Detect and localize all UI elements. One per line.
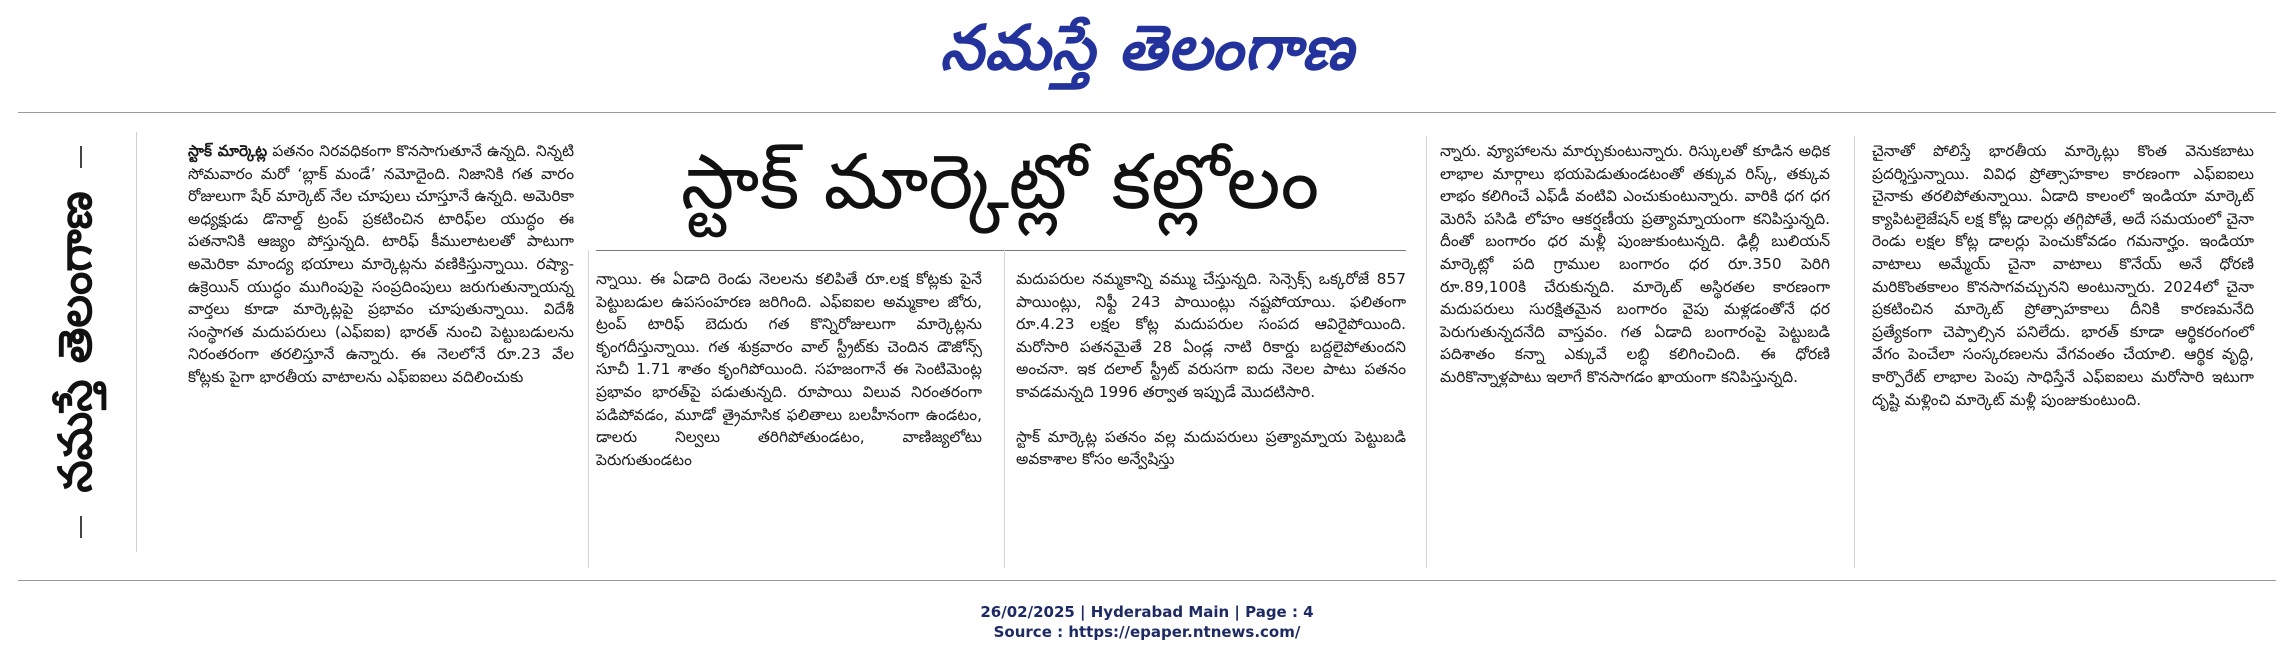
masthead-title: నమస్తే తెలంగాణ: [939, 11, 1355, 84]
side-logo-text: నమస్తే తెలంగాణ: [48, 191, 102, 493]
column-3-text-2: స్టాక్ మార్కెట్ల పతనం వల్ల మదుపరులు ప్రత్యామ్నాయ పెట్టుబడి అవకాశాల కోసం అన్వేషిస్తు: [1016, 427, 1406, 469]
article-column-1: [188, 140, 574, 389]
article-column-4: [1440, 140, 1830, 389]
column-1-text: పతనం నిరవధికంగా కొనసాగుతూనే ఉన్నది. నిన్నటి సోమవారం మరో ‘బ్లాక్ మండే’ నమోదైంది. నిజానికి గత వారం రోజులుగా షేర్ మార్కెట్ నేల చూపులు చూస్తూనే ఉన్నది. అమెరికా అధ్యక్షుడు డొనాల్డ్ ట్రంప్ ప్రకటించిన టారిఫ్‌ల యుద్ధం ఈ పతనానికి ఆజ్యం పోస్తున్నది. టారిఫ్ కీములాటలతో పాటుగా అమెరికా మాంద్య భయాలు మార్కెట్లను వణికిస్తున్నాయి. రష్యా-ఉక్రెయిన్ యుద్ధం ముగింపుపై సంప్రదింపులు జరుగుతున్నాయన్న వార్తలు కూడా మార్కెట్లపై ప్రభావం చూపుతున్నాయి. విదేశీ సంస్థాగత మదుపరులు (ఎఫ్‌ఐఐ) భారత్ నుంచి పెట్టుబడులను నిరంతరంగా తరలిస్తూనే ఉన్నారు. ఈ నెలలోనే రూ.23 వేల కోట్లకు పైగా భారతీయ వాటాలను ఎఫ్‌ఐఐలు వదిలించుకు: [188, 142, 574, 386]
footer-date-edition: 26/02/2025 | Hyderabad Main | Page : 4: [980, 603, 1314, 621]
column-1-paragraph: [188, 140, 574, 389]
logo-tick-top: [80, 146, 82, 168]
column-divider: [1426, 136, 1427, 568]
paragraph-spacer: [1016, 404, 1406, 426]
footer-source[interactable]: Source : https://epaper.ntnews.com/: [993, 623, 1301, 641]
article-lead: స్టాక్ మార్కెట్ల: [188, 142, 268, 160]
headline-rule: [596, 250, 1406, 251]
column-4-text: న్నారు. వ్యూహాలను మార్చుకుంటున్నారు. రిస్కులతో కూడిన అధిక లాభాల మార్గాలు భయపెడుతుండటంతో తక్కువ రిస్క్, తక్కువ లాభం కలిగించే ఎఫ్‌డీ వంటివి ఎంచుకుంటున్నారు. వారికి ధగ ధగ మెరిసే పసిడి లోహం ఆకర్షణీయ ప్రత్యామ్నాయంగా కనిపిస్తున్నది. దీంతో బంగారం ధర మళ్లీ పుంజుకుంటున్నది. ఢిల్లీ బులియన్ మార్కెట్లో పది గ్రాముల బంగారం ధర రూ.350 పెరిగి రూ.89,100కి చేరుకున్నది. మార్కెట్ అస్థిరతల కారణంగా మదుపరులు సురక్షితమైన బంగారం వైపు మళ్లడంతోనే ధర పెరుగుతున్నదనేది వాస్తవం. గత ఏడాది బంగారంపై పెట్టుబడి పదిశాతం కన్నా ఎక్కువే లబ్ధి కలిగించింది. ఈ ధోరణి మరికొన్నాళ్లపాటు ఇలాగే కొనసాగడం ఖాయంగా కనిపిస్తున్నది.: [1440, 142, 1830, 386]
masthead: [0, 0, 2294, 110]
top-rule: [18, 112, 2276, 113]
article-column-2: [596, 268, 982, 471]
bottom-rule: [18, 580, 2276, 581]
side-logo: [26, 132, 137, 552]
column-divider: [1854, 136, 1855, 568]
column-5-text: చైనాతో పోలిస్తే భారతీయ మార్కెట్లు కొంత వెనుకబాటు ప్రదర్శిస్తున్నాయి. వివిధ ప్రోత్సాహకాల కారణంగా ఎఫ్‌ఐఐలు చైనాకు తరలిపోతున్నాయి. ఏడాది కాలంలో ఇండియా మార్కెట్ క్యాపిటలైజేషన్ లక్ష కోట్ల డాలర్లు తగ్గిపోతే, అదే సమయంలో చైనా రెండు లక్షల కోట్ల డాలర్లు పెంచుకోవడం గమనార్హం. ఇండియా వాటాలు అమ్మేయ్ చైనా వాటాలు కొనేయ్ అనే ధోరణి మరికొంతకాలం కొనసాగవచ్చునని అంటున్నారు. 2024లో చైనా ప్రకటించిన మార్కెట్ ప్రోత్సాహకాలు దీనికి కారణమనేది ప్రత్యేకంగా చెప్పాల్సిన పనిలేదు. భారత్ కూడా ఆర్థికరంగంలో వేగం పెంచేలా సంస్కరణలను వేగవంతం చేయాలి. ఆర్థిక వృద్ధి, కార్పొరేట్ లాభాల పెంపు సాధిస్తేనే ఎఫ్‌ఐఐలు మరోసారి ఇటుగా దృష్టి మళ్లించి మార్కెట్ మళ్లీ పుంజుకుంటుంది.: [1872, 142, 2254, 409]
column-2-text: న్నాయి. ఈ ఏడాది రెండు నెలలను కలిపితే రూ.లక్ష కోట్లకు పైనే పెట్టుబడుల ఉపసంహరణ జరిగింది. ఎఫ్‌ఐఐల అమ్మకాల జోరు, ట్రంప్ టారిఫ్ బెదురు గత కొన్నిరోజులుగా మార్కెట్లను కృంగదీస్తున్నాయి. గత శుక్రవారం వాల్ స్ట్రీట్‌కు చెందిన డౌజోన్స్ సూచీ 1.71 శాతం కృంగిపోయింది. సహజంగానే ఈ సెంటిమెంట్ల ప్రభావం భారత్‌పై పడుతున్నది. రూపాయి విలువ నిరంతరంగా పడిపోవడం, మూడో త్రైమాసిక ఫలితాలు బలహీనంగా ఉండటం, డాలరు నిల్వలు తరిగిపోతుండటం, వాణిజ్యలోటు పెరుగుతుండటం: [596, 270, 982, 469]
article-column-3: [1016, 268, 1406, 471]
footer: [0, 602, 2294, 642]
article-column-5: [1872, 140, 2254, 411]
logo-tick-bottom: [80, 516, 82, 538]
column-divider: [588, 250, 589, 568]
column-3-text-1: మదుపరుల నమ్మకాన్ని వమ్ము చేస్తున్నది. సెన్సెక్స్ ఒక్కరోజే 857 పాయింట్లు, నిఫ్టీ 243 పాయింట్లు నష్టపోయాయి. ఫలితంగా రూ.4.23 లక్షల కోట్ల మదుపరుల సంపద ఆవిరైపోయింది. మరోసారి పతనమైతే 28 ఏండ్ల నాటి రికార్డు బద్దలైపోతుందని అంచనా. ఇక దలాల్ స్ట్రీట్ వరుసగా ఐదు నెలల పాటు పతనం కావడమన్నది 1996 తర్వాత ఇప్పుడే మొదటిసారి.: [1016, 270, 1406, 401]
article-headline: స్టాక్ మార్కెట్లో కల్లోలం: [680, 137, 1320, 226]
column-divider: [1004, 250, 1005, 568]
